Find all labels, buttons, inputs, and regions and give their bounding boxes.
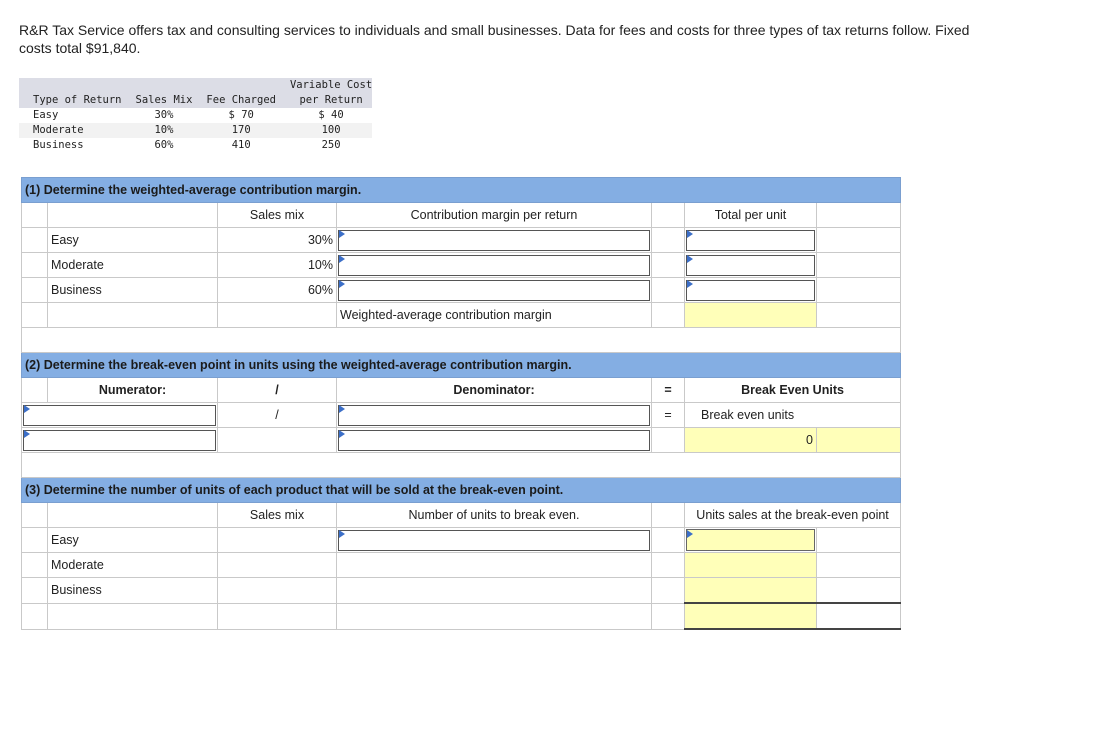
part3-row-label-business: Business — [48, 578, 218, 604]
numerator-label-input[interactable] — [22, 403, 218, 428]
denominator-label-input[interactable] — [337, 403, 652, 428]
weighted-cm-label: Weighted-average contribution margin — [337, 303, 652, 328]
header-sales-mix: Sales Mix — [135, 94, 193, 106]
table-row: Moderate 10% 170 100 — [19, 123, 372, 138]
result-business — [685, 578, 817, 604]
fee-cost-table — [19, 78, 372, 153]
part3-title: (3) Determine the number of units of each product that will be sold at the break-even point. — [22, 478, 901, 503]
break-even-units-label: Break even units — [685, 403, 901, 428]
table-row: Easy 30% $ 70 $ 40 — [33, 109, 344, 121]
table-row: Easy 30% — [22, 228, 901, 253]
part1-col-total: Total per unit — [685, 203, 817, 228]
part1-row-label-business: Business — [48, 278, 218, 303]
worksheet: (1) Determine the weighted-average contribution margin. Sales mix Contribution margin per return Total per unit Easy 30% Moderate 10% Business 60% Weighted-average contribution margin (2) Determine the break-even point in units using the weighted-average contribution margin. Numerator: / Denominator: = Break Even Units / = Break even units 0 (3) Determine the number of units of each product that will be sold at the break-even point. Sales mix Number of units to break even. Units sales at the break-even point Easy Moderate Business — [21, 177, 901, 630]
total-moderate-input[interactable] — [685, 253, 817, 278]
part1-row-label-easy: Easy — [48, 228, 218, 253]
total-easy-input[interactable] — [685, 228, 817, 253]
cm-moderate-input[interactable] — [337, 253, 652, 278]
numerator-value-input[interactable] — [22, 428, 218, 453]
table-row: Moderate 10% — [22, 253, 901, 278]
header-fee: Fee Charged — [206, 94, 276, 106]
table-row — [22, 578, 901, 604]
part3-col-result: Units sales at the break-even point — [685, 503, 901, 528]
cm-business-input[interactable] — [337, 278, 652, 303]
weighted-cm-result — [685, 303, 817, 328]
intro-text: R&R Tax Service offers tax and consulting services to individuals and small businesses. Data for fees and costs for three types of tax returns follow. Fixed costs total $91,840. — [19, 22, 970, 56]
result-moderate — [685, 553, 817, 578]
part2-title: (2) Determine the break-even point in units using the weighted-average contribution margin. — [22, 353, 901, 378]
header-variable-cost-top: Variable Cost — [289, 79, 373, 91]
result-easy-input[interactable] — [685, 528, 817, 553]
table-row — [22, 528, 901, 553]
table-row — [22, 553, 901, 578]
part3-row-label-moderate: Moderate — [48, 553, 218, 578]
part3-col-units: Number of units to break even. — [337, 503, 652, 528]
header-type: Type of Return — [33, 94, 122, 106]
table-row: Business 60% 410 250 — [33, 139, 341, 151]
total-business-input[interactable] — [685, 278, 817, 303]
denominator-value-input[interactable] — [337, 428, 652, 453]
part1-row-label-moderate: Moderate — [48, 253, 218, 278]
denominator-label: Denominator: — [337, 378, 652, 403]
header-variable-cost-bottom: per Return — [299, 94, 363, 106]
part1-title: (1) Determine the weighted-average contribution margin. — [22, 178, 901, 203]
numerator-label: Numerator: — [48, 378, 218, 403]
part3-row-label-easy: Easy — [48, 528, 218, 553]
break-even-units-value: 0 — [685, 428, 817, 453]
break-even-units-header: Break Even Units — [685, 378, 901, 403]
part1-col-cm: Contribution margin per return — [337, 203, 652, 228]
part1-col-sales-mix: Sales mix — [218, 203, 337, 228]
units-easy-input[interactable] — [337, 528, 652, 553]
table-row: Business 60% — [22, 278, 901, 303]
part3-col-sales-mix: Sales mix — [218, 503, 337, 528]
result-total — [685, 603, 817, 629]
cm-easy-input[interactable] — [337, 228, 652, 253]
